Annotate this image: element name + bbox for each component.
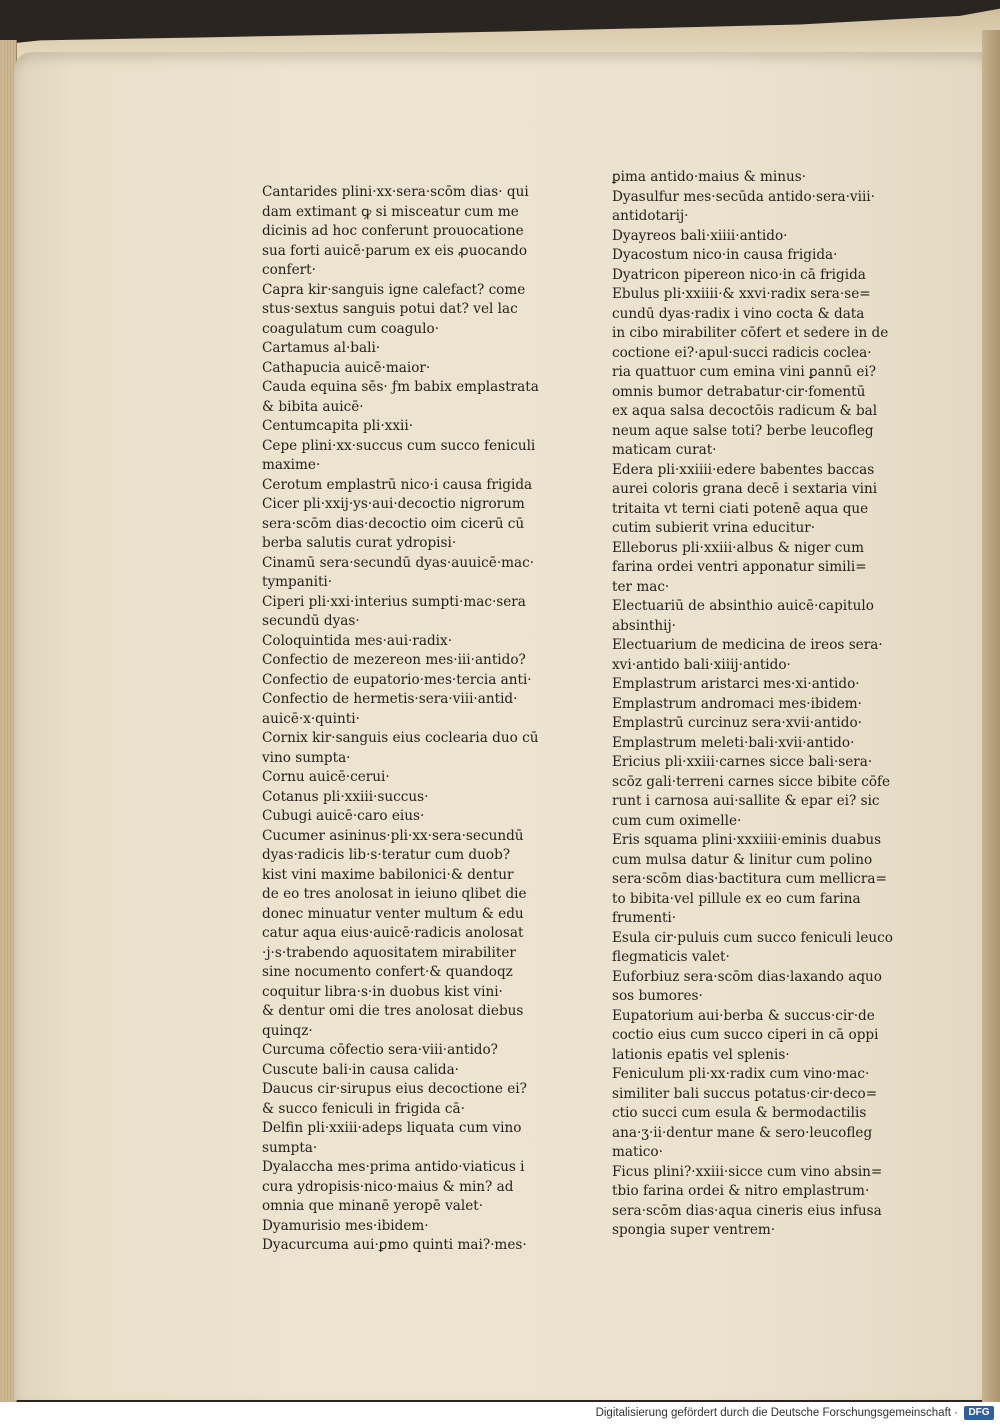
text-line: Curcuma cōfectio sera·viii·antido? (262, 1042, 498, 1058)
text-line: berba salutis curat ydropisi· (262, 535, 457, 551)
text-line: Eupatorium aui·berba & succus·cir·de (612, 1007, 875, 1024)
text-line: Daucus cir·sirupus eius decoctione ei? (262, 1081, 527, 1097)
text-line: coctio eius cum succo ciperi in cā oppi (612, 1027, 879, 1043)
text-line: Dyacurcuma aui·ꝑmo quinti mai?·mes· (262, 1237, 527, 1253)
text-line: Euforbiuz sera·scōm dias·laxando aquo (612, 968, 882, 985)
text-line: ꝑima antido·maius & minus· (612, 169, 807, 185)
text-line: spongia super ventrem· (612, 1222, 776, 1238)
text-line: Coloquintida mes·aui·radix· (262, 632, 453, 649)
text-line: Dyayreos bali·xiiii·antido· (612, 227, 788, 244)
text-line: catur aqua eius·auicē·radicis anolosat (262, 925, 524, 941)
text-line: Cepe plini·xx·succus cum succo feniculi (262, 437, 536, 454)
text-line: matico· (612, 1144, 663, 1160)
text-line: neum aque salse toti? berbe leucofleg (612, 422, 874, 439)
text-line: Cicer pli·xxij·ys·aui·decoctio nigrorum (262, 496, 525, 512)
text-line: & succo feniculi in frigida cā· (262, 1100, 465, 1117)
text-line: lationis epatis vel splenis· (612, 1046, 790, 1063)
footer-credit: Digitalisierung gefördert durch die Deutsche Forschungsgemeinschaft · (595, 1407, 958, 1419)
text-line: sera·scōm dias·decoctio oim cicerū cū (262, 515, 525, 532)
text-line: omnis bumor detrabatur·cir·fomentū (612, 383, 866, 400)
text-line: Dyamurisio mes·ibidem· (262, 1217, 429, 1234)
text-line: frumenti· (612, 910, 677, 926)
text-line: Ficus plini?·xxiii·sicce cum vino absin= (612, 1163, 883, 1180)
text-line: cutim subierit vrina educitur· (612, 520, 816, 536)
text-line: Electuariū de absinthio auicē·capitulo (612, 598, 874, 614)
text-line: Ciperi pli·xxi·interius sumpti·mac·sera (262, 593, 526, 610)
text-line: Dyasulfur mes·secūda antido·sera·viii· (612, 188, 875, 205)
text-line: Cubugi auicē·caro eius· (262, 808, 425, 824)
text-column-right (612, 168, 893, 1241)
text-line: Dyalaccha mes·prima antido·viaticus i (262, 1159, 525, 1175)
text-line: flegmaticis valet· (612, 949, 730, 965)
text-line: kist vini maxime babilonici·& dentur (262, 866, 514, 883)
text-line: sos bumores· (612, 988, 703, 1004)
text-line: ana·ʒ·ii·dentur mane & sero·leucofleg (612, 1124, 873, 1141)
text-line: Delfin pli·xxiii·adeps liquata cum vino (262, 1120, 522, 1136)
text-line: aurei coloris grana decē i sextaria vini (612, 481, 878, 497)
text-line: ter mac· (612, 578, 670, 595)
text-line: xvi·antido bali·xiiij·antido· (612, 656, 791, 673)
text-line: scōz gali·terreni carnes sicce bibite cōfe (612, 773, 891, 790)
text-line: Dyacostum nico·in causa frigida· (612, 247, 838, 263)
text-line: to bibita·vel pillule ex eo cum farina (612, 890, 861, 907)
text-line: ex aqua salsa decoctōis radicum & bal (612, 403, 878, 419)
text-line: in cibo mirabiliter cōfert et sedere in de (612, 325, 889, 341)
text-line: Cartamus al·bali· (262, 340, 381, 356)
text-line: sua forti auicē·parum ex eis ꝓuocando (262, 242, 528, 259)
text-line: de eo tres anolosat in ieiuno qlibet die (262, 886, 527, 902)
text-line: Dyatricon pipereon nico·in cā frigida (612, 266, 866, 283)
text-line: sera·scōm dias·bactitura cum mellicra= (612, 871, 887, 887)
text-line: similiter bali succus potatus·cir·deco= (612, 1085, 878, 1102)
text-line: dicinis ad hoc conferunt prouocatione (262, 223, 524, 239)
text-line: maticam curat· (612, 442, 717, 458)
text-line: Cotanus pli·xxiii·succus· (262, 788, 429, 805)
text-line: maxime· (262, 457, 321, 473)
text-line: stus·sextus sanguis potui dat? vel lac (262, 301, 518, 317)
text-line: Cinamū sera·secundū dyas·auuicē·mac· (262, 554, 535, 571)
text-line: Cornu auicē·cerui· (262, 769, 390, 785)
text-line: Emplastrum andromaci mes·ibidem· (612, 695, 862, 712)
text-line: Edera pli·xxiiii·edere babentes baccas (612, 461, 875, 478)
text-line: cum mulsa datur & linitur cum polino (612, 851, 873, 868)
text-line: & dentur omi die tres anolosat diebus (262, 1003, 524, 1019)
text-line: Emplastrū curcinuz sera·xvii·antido· (612, 715, 862, 731)
page-right-edge (982, 30, 1000, 1402)
text-line: Confectio de hermetis·sera·viii·antid· (262, 691, 518, 707)
text-line: coctione ei?·apul·succi radicis coclea· (612, 344, 872, 361)
text-column-left (262, 183, 539, 1256)
text-line: ctio succi cum esula & bermodactilis (612, 1105, 867, 1121)
text-line: sera·scōm dias·aqua cineris eius infusa (612, 1202, 882, 1219)
text-line: Cathapucia auicē·maior· (262, 359, 431, 376)
dfg-logo: DFG (964, 1406, 994, 1420)
text-line: Cauda equina sēs· ƒm babix emplastrata (262, 379, 539, 395)
text-line: omnia que minanē yeropē valet· (262, 1198, 484, 1214)
text-line: tympaniti· (262, 574, 333, 590)
text-line: Esula cir·puluis cum succo feniculi leuco (612, 929, 893, 946)
text-line: Ericius pli·xxiii·carnes sicce bali·sera· (612, 754, 873, 770)
text-line: Cornix kir·sanguis eius coclearia duo cū (262, 730, 539, 746)
text-line: vino sumpta· (262, 749, 351, 766)
text-line: donec minuatur venter multum & edu (262, 905, 524, 922)
text-line: Elleborus pli·xxiii·albus & niger cum (612, 539, 865, 556)
text-line: Cuscute bali·in causa calida· (262, 1061, 459, 1078)
text-line: dyas·radicis lib·s·teratur cum duob? (262, 847, 511, 863)
text-line: Eris squama plini·xxxiiii·eminis duabus (612, 832, 882, 848)
text-line: cum cum oximelle· (612, 812, 742, 829)
text-line: secundū dyas· (262, 613, 360, 629)
text-line: tritaita vt terni ciati potenē aqua que (612, 500, 869, 517)
text-line: ·j·s·trabendo aquositatem mirabiliter (262, 944, 516, 961)
text-line: auicē·x·quinti· (262, 710, 360, 727)
text-line: coquitur libra·s·in duobus kist vini· (262, 983, 503, 1000)
text-line: Capra kir·sanguis igne calefact? come (262, 281, 526, 298)
text-line: tbio farina ordei & nitro emplastrum· (612, 1183, 870, 1199)
text-line: Cantarides plini·xx·sera·scōm dias· qui (262, 184, 529, 200)
text-line: & bibita auicē· (262, 398, 364, 415)
text-line: ria quattuor cum emina vini ꝑannū ei? (612, 364, 877, 380)
text-line: coagulatum cum coagulo· (262, 320, 440, 337)
text-line: Cerotum emplastrū nico·i causa frigida (262, 476, 533, 493)
text-line: Cucumer asininus·pli·xx·sera·secundū (262, 827, 524, 844)
text-line: confert· (262, 262, 316, 278)
footer-bar (0, 1402, 1000, 1425)
text-line: farina ordei ventri apponatur simili= (612, 559, 867, 575)
text-line: Emplastrum meleti·bali·xvii·antido· (612, 734, 855, 751)
text-line: Centumcapita pli·xxii· (262, 418, 414, 434)
text-line: runt i carnosa aui·sallite & epar ei? sic (612, 793, 880, 809)
text-line: Electuarium de medicina de ireos sera· (612, 637, 883, 653)
text-line: Confectio de mezereon mes·iii·antido? (262, 652, 526, 668)
text-line: sine nocumento confert·& quandoqz (262, 964, 513, 980)
text-line: cundū dyas·radix i vino cocta & data (612, 305, 865, 322)
text-line: Feniculum pli·xx·radix cum vino·mac· (612, 1066, 870, 1082)
text-line: Ebulus pli·xxiiii·& xxvi·radix sera·se= (612, 286, 871, 302)
text-line: antidotarij· (612, 208, 689, 224)
text-line: Confectio de eupatorio·mes·tercia anti· (262, 671, 532, 688)
text-line: sumpta· (262, 1139, 318, 1156)
text-line: Emplastrum aristarci mes·xi·antido· (612, 676, 860, 692)
text-line: cura ydropisis·nico·maius & min? ad (262, 1178, 514, 1195)
text-line: absinthij· (612, 617, 676, 634)
text-line: quinqz· (262, 1022, 313, 1039)
text-line: dam extimant ꝙ si misceatur cum me (262, 203, 519, 220)
